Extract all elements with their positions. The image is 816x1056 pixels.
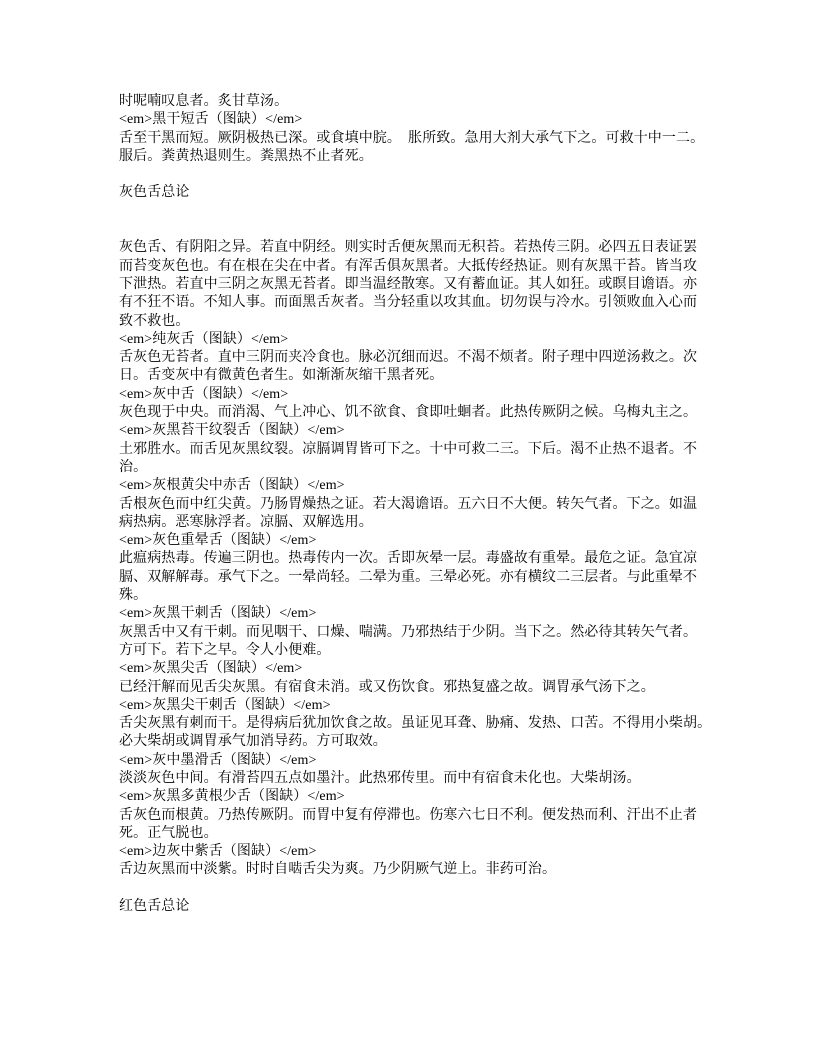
entry-title-line: <em>灰中墨滑舌（图缺）</em> — [119, 752, 317, 768]
text-line: 殊。 — [119, 588, 148, 604]
text-line: 死。正气脱也。 — [119, 825, 218, 841]
text-line: 灰色舌、有阴阳之异。若直中阴经。则实时舌便灰黑而无积苔。若热传三阴。必四五日表证罢 — [119, 240, 698, 256]
text-line: 日。舌变灰中有微黄色者生。如渐渐灰缩干黑者死。 — [119, 368, 444, 384]
text-line: 灰色现于中央。而消渴、气上冲心、饥不欲食、食即吐蛔者。此热传厥阴之候。乌梅丸主之。 — [119, 405, 698, 421]
text-line: 舌至干黑而短。厥阴极热已深。或食填中脘。 胀所致。急用大剂大承气下之。可救十中一二。 — [119, 130, 705, 146]
text-line: 舌边灰黑而中淡紫。时时自啮舌尖为爽。乃少阴厥气逆上。非药可治。 — [119, 862, 557, 878]
entry-title-line: <em>灰黑多黄根少舌（图缺）</em> — [119, 789, 345, 805]
entry-title-line: <em>黑干短舌（图缺）</em> — [119, 112, 303, 128]
text-line: 时呢喃叹息者。炙甘草汤。 — [119, 94, 289, 109]
text-line: 土邪胜水。而舌见灰黑纹裂。凉膈调胃皆可下之。十中可救二三。下后。渴不止热不退者。不 — [119, 441, 698, 457]
text-line: 膈、双解解毒。承气下之。一晕尚轻。二晕为重。三晕必死。亦有横纹二三层者。与此重晕不 — [119, 569, 698, 585]
text-line: 病热病。恶寒脉浮者。凉膈、双解选用。 — [119, 514, 373, 530]
blank-line — [119, 221, 759, 239]
entry-title-line: <em>纯灰舌（图缺）</em> — [119, 331, 289, 347]
text-line: 舌尖灰黑有刺而干。是得病后犹加饮食之故。虽证见耳聋、胁痛、发热、口苦。不得用小柴胡。 — [119, 716, 712, 732]
text-line: 舌根灰色而中红尖黄。乃肠胃燥热之证。若大渴谵语。五六日不大便。转矢气者。下之。如温 — [119, 496, 698, 512]
text-line: 灰黑舌中又有干刺。而见咽干、口燥、喘满。乃邪热结于少阴。当下之。然必待其转矢气者。 — [119, 624, 698, 640]
entry-title-line: <em>灰黑尖舌（图缺）</em> — [119, 661, 303, 677]
text-line: 舌灰色而根黄。乃热传厥阴。而胃中复有停滞也。伤寒六七日不利。便发热而利、汗出不止者 — [119, 807, 698, 823]
entry-title-line: <em>灰根黄尖中赤舌（图缺）</em> — [119, 478, 345, 494]
entry-title-line: <em>灰中舌（图缺）</em> — [119, 386, 289, 402]
text-line: 而苔变灰色也。有在根在尖在中者。有浑舌俱灰黑者。大抵传经热证。则有灰黑干苔。皆当攻 — [119, 258, 698, 274]
text-line: 方可下。若下之早。令人小便难。 — [119, 642, 331, 658]
text-line: 舌灰色无苔者。直中三阴而夹冷食也。脉必沉细而迟。不渴不烦者。附子理中四逆汤救之。次 — [119, 350, 698, 366]
text-line: 此瘟病热毒。传遍三阴也。热毒传内一次。舌即灰晕一层。毒盛故有重晕。最危之证。急宜凉 — [119, 551, 698, 567]
entry-title-line: <em>灰黑尖干刺舌（图缺）</em> — [119, 697, 331, 713]
entry-title-line: <em>灰黑干刺舌（图缺）</em> — [119, 606, 317, 622]
section-heading-gray-tongue: 灰色舌总论 — [119, 185, 190, 201]
text-line: 有不狂不语。不知人事。而面黑舌灰者。当分轻重以攻其血。切勿误与冷水。引领败血入心而 — [119, 295, 698, 311]
text-line: 治。 — [119, 459, 148, 475]
entry-title-line: <em>边灰中紫舌（图缺）</em> — [119, 844, 317, 860]
text-line: 致不救也。 — [119, 313, 190, 329]
text-line: 下泄热。若直中三阴之灰黑无苔者。即当温经散寒。又有蓄血证。其人如狂。或瞑目谵语。亦 — [119, 276, 698, 292]
text-line: 淡淡灰色中间。有滑苔四五点如墨汁。此热邪传里。而中有宿食未化也。大柴胡汤。 — [119, 770, 641, 786]
blank-line — [119, 166, 759, 184]
entry-title-line: <em>灰色重晕舌（图缺）</em> — [119, 533, 317, 549]
entry-title-line: <em>灰黑苔干纹裂舌（图缺）</em> — [119, 423, 345, 439]
text-line: 服后。粪黄热退则生。粪黑热不止者死。 — [119, 148, 373, 164]
blank-line — [119, 203, 759, 221]
document-text-block — [119, 93, 759, 916]
text-line: 已经汗解而见舌尖灰黑。有宿食未消。或又伤饮食。邪热复盛之故。调胃承气汤下之。 — [119, 679, 655, 695]
text-line: 必大柴胡或调胃承气加消导药。方可取效。 — [119, 734, 387, 750]
section-heading-red-tongue: 红色舌总论 — [119, 899, 190, 915]
blank-line — [119, 880, 759, 898]
